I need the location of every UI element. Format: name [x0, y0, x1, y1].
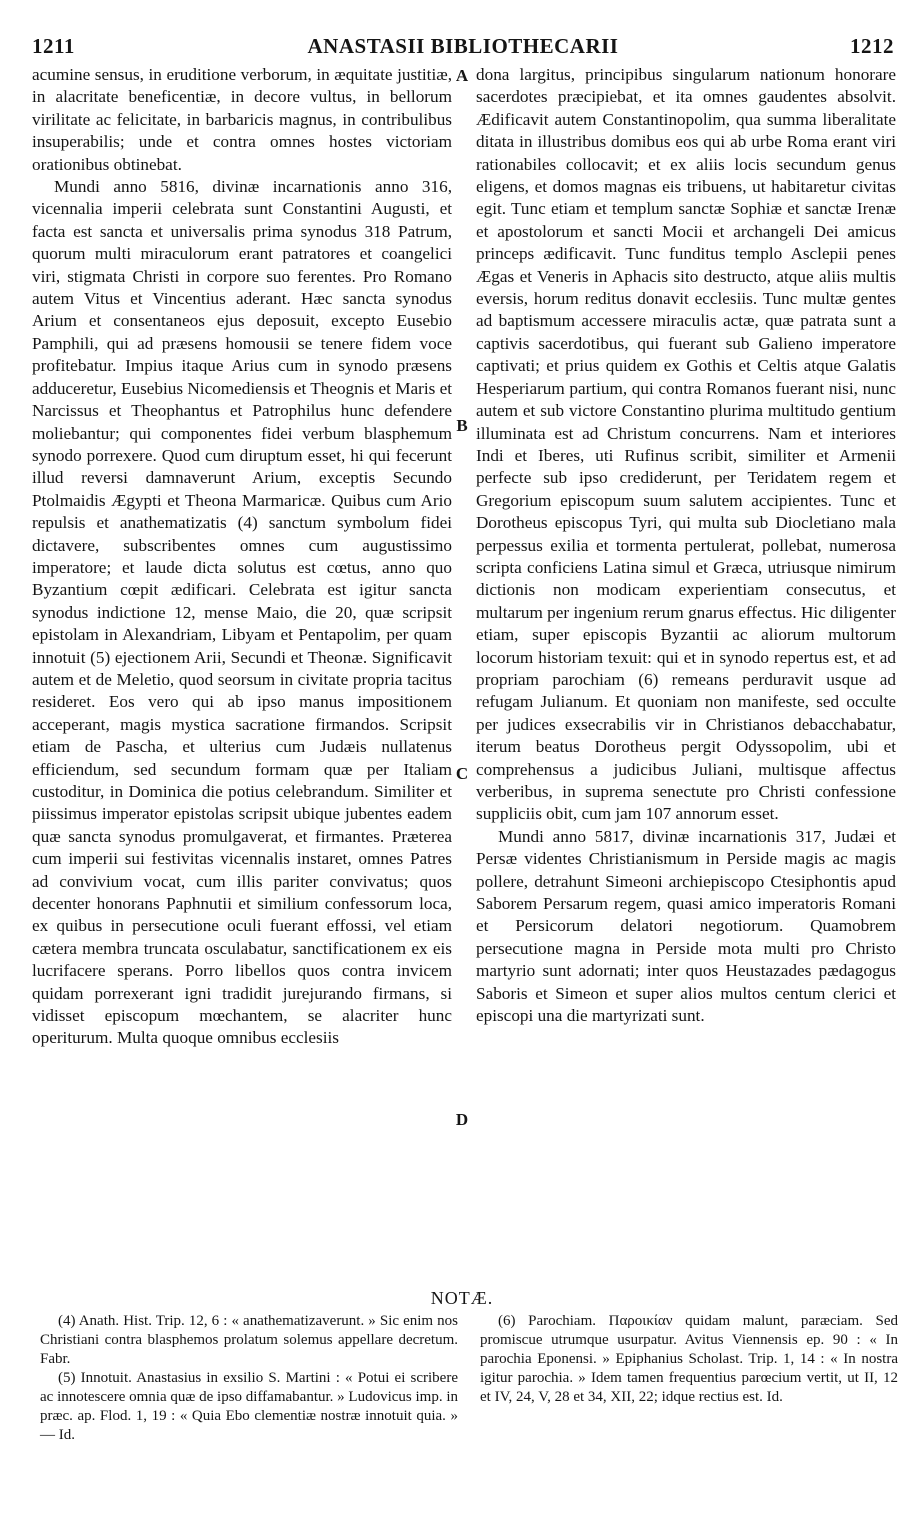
left-column	[32, 64, 452, 1050]
left-paragraph: Mundi anno 5816, divinæ incarnationis anno 316, vicennalia imperii celebrata sunt Constantini Augusti, et facta est sancta et universalis prima synodus 318 Patrum, quorum multi miraculorum erant patratores et coangelici viri, stigmata Christi in corpore suo ferentes. Pro Romano autem Vitus et Vincentius aderant. Hæc sancta synodus Arium et consentaneos ejus deposuit, excepto Eusebio Pamphili, qui ad præsens homousii se tenere fidem voce profitebatur. Impius itaque Arius cum in synodo præsens adduceretur, Eusebius Nicomediensis et Theognis et Maris et Narcissus et Theophantus et Patrophilus hunc defendere moliebantur; qui componentes fidei verbum blasphemum synodo porrexere. Quod cum diruptum esset, hi qui fecerunt illud reversi damnaverunt Arium, exceptis Secundo Ptolmaidis Ægypti et Theona Marmaricæ. Quibus cum Ario repulsis et anathematizatis (4) sanctum symbolum fidei dictavere, subscribentes omnes cum augustissimo imperatore; et laude dicta solutus est cœtus, anno quo Byzantium cœpit ædificari. Celebrata est igitur sancta synodus indictione 12, mense Maio, die 20, quæ scripsit epistolam in Alexandriam, Libyam et Pentapolim, per quam innotuit (5) ejectionem Arii, Secundi et Theonæ. Significavit autem et de Meletio, quod seorsum in civitate propria tacitus resideret. Eos vero qui ab ipso manus impositionem acceperant, magis mystica sacratione firmandos. Scripsit etiam de Pascha, et ulterius cum Judæis nullatenus efficiendum, sed secundum formam quæ per Italiam custoditur, in Dominica die potius celebrandum. Similiter et piissimus imperator epistolas scripsit ubique jubentes eadem quæ sancta synodus promulgaverat, et firmantes. Præterea cum imperii sui festivitas vicennalis instaret, omnes Patres ad convivium vocat, cum illis pariter convivatus; quos decenter honorans Paphnutii et similium confessorum loca, ex quibus in persecutione oculi fuerant effossi, vel etiam cætera membra truncata osculabatur, sanctificationem ex eis lucrifacere sperans. Porro libellos quos contra invicem quidam porrexerant igni tradidit jurejurando firmans, si vidisset episcopum mœchantem, se alacriter hunc operiturum. Multa quoque omnibus ecclesiis	[32, 177, 452, 1048]
notes-right-column	[480, 1312, 898, 1407]
left-paragraph: acumine sensus, in eruditione verborum, in æquitate justitiæ, in alacritate beneficentiæ, in decore vultus, in bellorum virilitate ac felicitate, in barbaricis magnus, in contribulibus insuperabilis; unde et contra omnes hostes victoriam orationibus obtinebat.	[32, 65, 452, 174]
margin-marker-a: A	[455, 66, 469, 85]
right-paragraph: Mundi anno 5817, divinæ incarnationis 317, Judæi et Persæ videntes Christianismum in Perside magis ac magis pollere, detrahunt Simeoni archiepiscopo Ctesiphontis apud Saborem Persarum regem, quasi amico imperatoris Romani et Persicorum delatori negotiorum. Quamobrem persecutione magna in Perside mota multi pro Christo martyrio sunt adornati; inter quos Heustazades pædagogus Saboris et Simeon et super alios multos centum clerici et episcopi una die martyrizati sunt.	[476, 826, 896, 1026]
page-number-right: 1212	[850, 34, 894, 58]
footnote: (5) Innotuit. Anastasius in exsilio S. Martini : « Potui ei scribere ac innotescere omnia quæ de ipso diffamabantur. » Ludovicus imp. in præc. ap. Flod. 1, 19 : « Quia Ebo clementiæ nostræ innotuit quia. » — Id.	[40, 1370, 458, 1443]
margin-marker-c: C	[455, 764, 469, 783]
footnote: (4) Anath. Hist. Trip. 12, 6 : « anathematizaverunt. » Sic enim nos Christiani contra blasphemos prolatum solemus appellare decretum. Fabr.	[40, 1313, 458, 1367]
margin-marker-d: D	[455, 1110, 469, 1129]
notes-left-column	[40, 1312, 458, 1445]
page-header	[32, 34, 894, 62]
footnote: (6) Parochiam. Παροικίαν quidam malunt, paræciam. Sed promiscue utrumque usurpatur. Avitus Viennensis ep. 90 : « In parochia Eponensi. » Epiphanius Scholast. Trip. 1, 14 : « In nostra igitur parochia. » Idem tamen frequentius parœcium vertit, ut II, 12 et IV, 24, V, 28 et 34, XII, 22; idque rectius est. Id.	[480, 1313, 898, 1405]
running-title: ANASTASII BIBLIOTHECARII	[307, 34, 619, 58]
notes-title: NOTÆ.	[430, 1288, 494, 1308]
right-column	[476, 64, 896, 1027]
margin-marker-b: B	[456, 416, 468, 435]
right-paragraph: dona largitus, principibus singularum nationum honorare sacerdotes præcipiebat, et ita omnes gaudentes absolvit. Ædificavit autem Constantinopolim, qua summa liberalitate ditata in illustribus domibus eos qui ab urbe Roma erant viri rationabiles collocavit; et ex aliis locis secundum genus eligens, et domos magnas eis tribuens, ut habitaretur civitas egit. Tunc etiam et templum sanctæ Sophiæ et sanctæ Irenæ et apostolorum et sancti Mocii et archangeli Dei amicus princeps ædificavit. Tunc funditus templo Asclepii penes Ægas et Veneris in Aphacis sito destructo, atque aliis multis eversis, horum reditus donavit ecclesiis. Tunc multæ gentes ad baptismum accessere miraculis actæ, quæ patrata sunt a captivis sacerdotibus, qui fuerant sub Galieno imperatore captivati; et prius quidem ex Gothis et Celtis atque Galatis Hesperiarum partium, qui contra Romanos fuerant nisi, nunc autem et sub victore Constantino plurima multitudo gentium illuminata est ad Christum concurrens. Nam et interiores Indi et Iberes, uti Rufinus scribit, similiter et Armenii perfecte sub ipso crediderunt, per Teridatem regem et Gregorium episcopum suum salutem accipientes. Tunc et Dorotheus episcopus Tyri, qui multa sub Diocletiano mala perpessus exilia et tormenta pertulerat, pollebat, numerosa scripta conficiens Latina simul et Græca, utriusque nimirum dictionis non modicam experientiam consecutus, et multarum per ingenium rerum gnarus effectus. Hic diligenter etiam, super episcopis Byzantii ac aliorum multorum locorum historiam texuit: qui et in synodo repertus est, et ad propriam parochiam (6) remeans perduravit usque ad refugam Julianum. Et quoniam non manifeste, sed occulte per judices exsecrabilis vir in Christianos debacchabatur, iterum beatus Dorotheus pergit Odyssopolim, ubi et comprehensus a judicibus Juliani, multisque affectus verberibus, in suprema senectute pro Christi confessione suppliciis obit, cum jam 107 annorum esset.	[476, 65, 896, 824]
page-number-left: 1211	[32, 34, 75, 58]
